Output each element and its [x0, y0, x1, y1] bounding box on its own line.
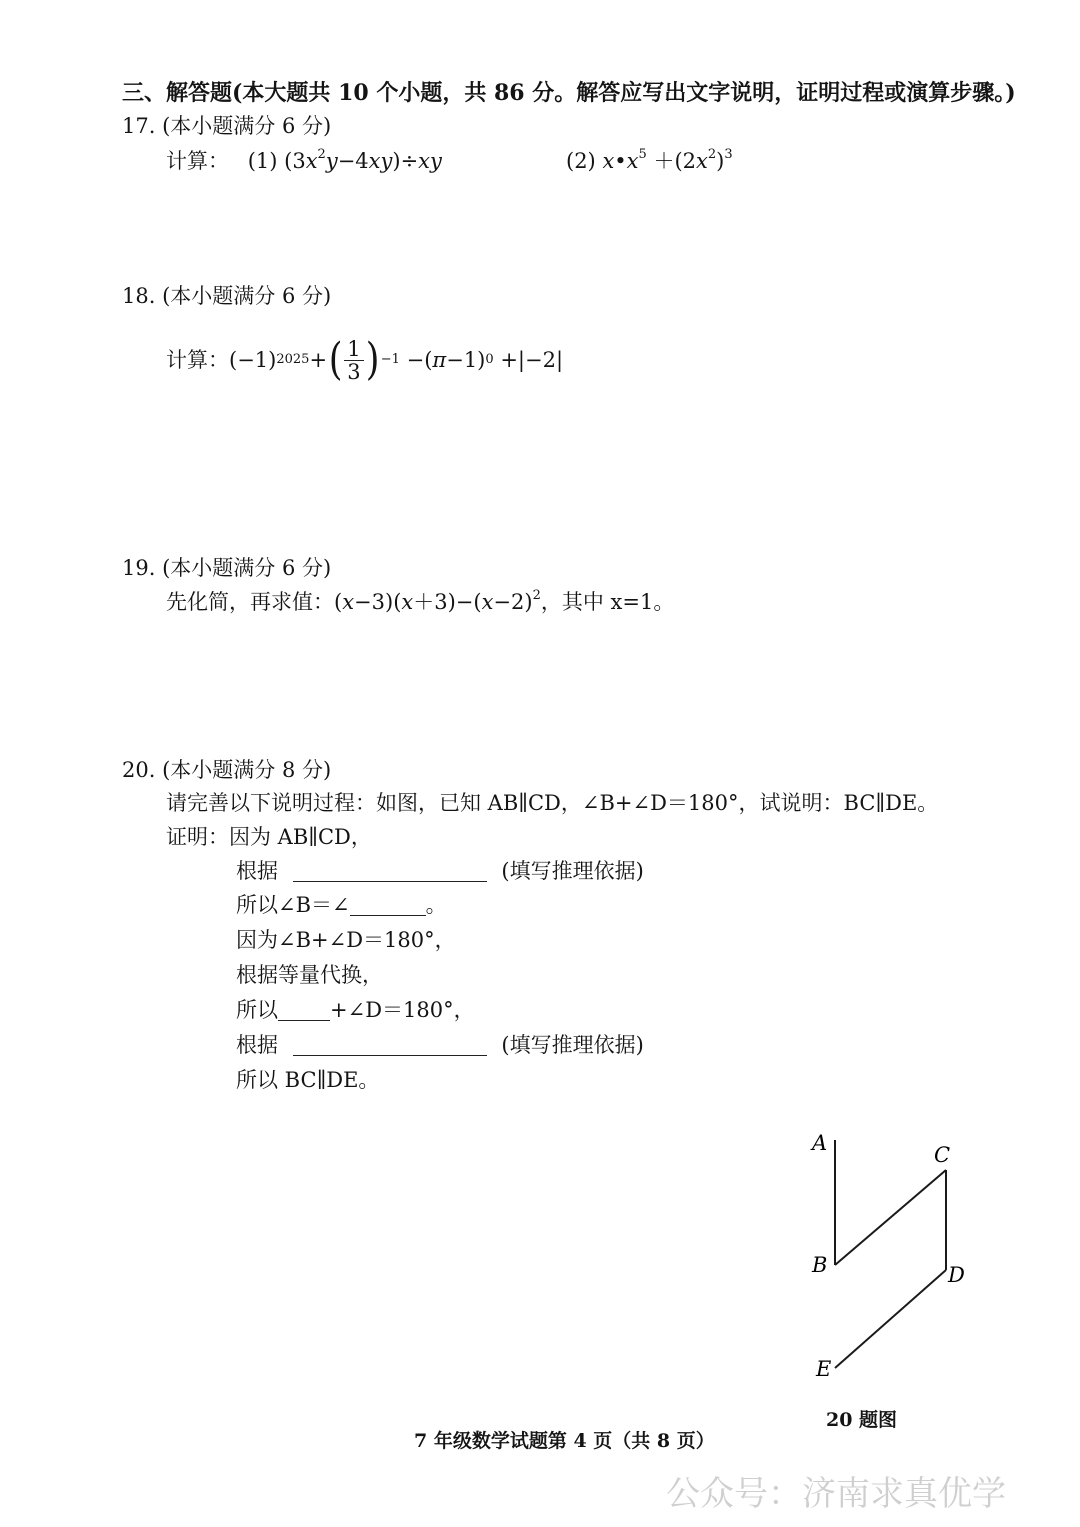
question-score: (本小题满分 6 分) — [162, 114, 332, 138]
segment-de — [835, 1270, 946, 1368]
geometry-figure — [800, 1120, 1000, 1390]
question-17-part2 — [566, 147, 733, 175]
question-19-body — [166, 588, 674, 616]
question-prompt: 先化简，再求值： — [166, 590, 334, 614]
question-17-body — [166, 147, 442, 175]
question-prompt: 计算： — [166, 348, 229, 372]
question-number: 20. — [122, 758, 156, 782]
proof-basis-label: 根据 — [236, 1033, 278, 1057]
proof-angle-text: 所以∠B＝∠ — [236, 893, 350, 917]
part-label: (1) — [247, 149, 278, 173]
proof-sum-text: +∠D＝180°， — [330, 998, 475, 1022]
proof-period: 。 — [425, 893, 447, 917]
question-number: 19. — [122, 556, 156, 580]
proof-so-label: 所以 — [236, 998, 278, 1022]
point-label-a: A — [812, 1131, 828, 1155]
fill-hint: (填写推理依据) — [501, 1033, 644, 1057]
question-17-header — [122, 112, 331, 140]
answer-blank-sum[interactable] — [278, 998, 330, 1021]
question-condition: ，其中 x=1。 — [540, 590, 675, 614]
point-label-e: E — [816, 1357, 832, 1381]
proof-start: 证明：因为 AB∥CD， — [166, 825, 372, 849]
question-score: (本小题满分 6 分) — [162, 284, 332, 308]
answer-blank-basis-2[interactable] — [293, 1033, 487, 1056]
question-18-body — [166, 330, 563, 390]
proof-line-angle — [236, 891, 447, 919]
proof-line-sum — [236, 996, 475, 1024]
question-score: (本小题满分 6 分) — [162, 556, 332, 580]
segment-bc — [835, 1170, 946, 1265]
proof-line-basis-1 — [236, 857, 644, 885]
point-label-c: C — [934, 1143, 951, 1167]
question-20-header — [122, 756, 331, 784]
proof-conclusion: 所以 BC∥DE。 — [236, 1068, 380, 1092]
proof-line-substitution: 根据等量代换， — [236, 963, 383, 987]
watermark: 公众号：济南求真优学 — [666, 1474, 1006, 1514]
point-label-b: B — [812, 1253, 828, 1277]
page-footer: 7 年级数学试题第 4 页（共 8 页） — [414, 1430, 715, 1452]
expression-19: $(x-3)(x+3)-(x-2)^2$ — [334, 588, 541, 614]
question-20-intro: 请完善以下说明过程：如图，已知 AB∥CD，∠B+∠D＝180°，试说明：BC∥DE。 — [166, 791, 939, 815]
expression-17-1: $(3x^2y-4xy)\div xy$ — [284, 147, 442, 173]
answer-blank-basis-1[interactable] — [293, 859, 487, 882]
fill-hint: (填写推理依据) — [501, 859, 644, 883]
question-18-header — [122, 282, 331, 310]
question-number: 18. — [122, 284, 156, 308]
question-score: (本小题满分 8 分) — [162, 758, 332, 782]
proof-line-basis-2 — [236, 1031, 644, 1059]
point-label-d: D — [948, 1263, 965, 1287]
section-title: 三、解答题(本大题共 10 个小题，共 86 分。解答应写出文字说明，证明过程或演算步骤。) — [122, 80, 1016, 106]
question-19-header — [122, 554, 331, 582]
question-number: 17. — [122, 114, 156, 138]
part-label: (2) — [566, 149, 596, 173]
expression-18: (−1) 2025 + ( $\frac{1}{3}$ ) −1 −( π −1) 0 +|−2| — [229, 334, 564, 385]
answer-blank-angle[interactable] — [350, 893, 426, 916]
proof-line-because: 因为∠B+∠D＝180°， — [236, 928, 456, 952]
expression-17-2: $x•x^5 +(2x^2)^3$ — [602, 147, 733, 173]
question-prompt: 计算： — [166, 149, 229, 173]
proof-basis-label: 根据 — [236, 859, 278, 883]
figure-caption: 20 题图 — [826, 1409, 898, 1431]
